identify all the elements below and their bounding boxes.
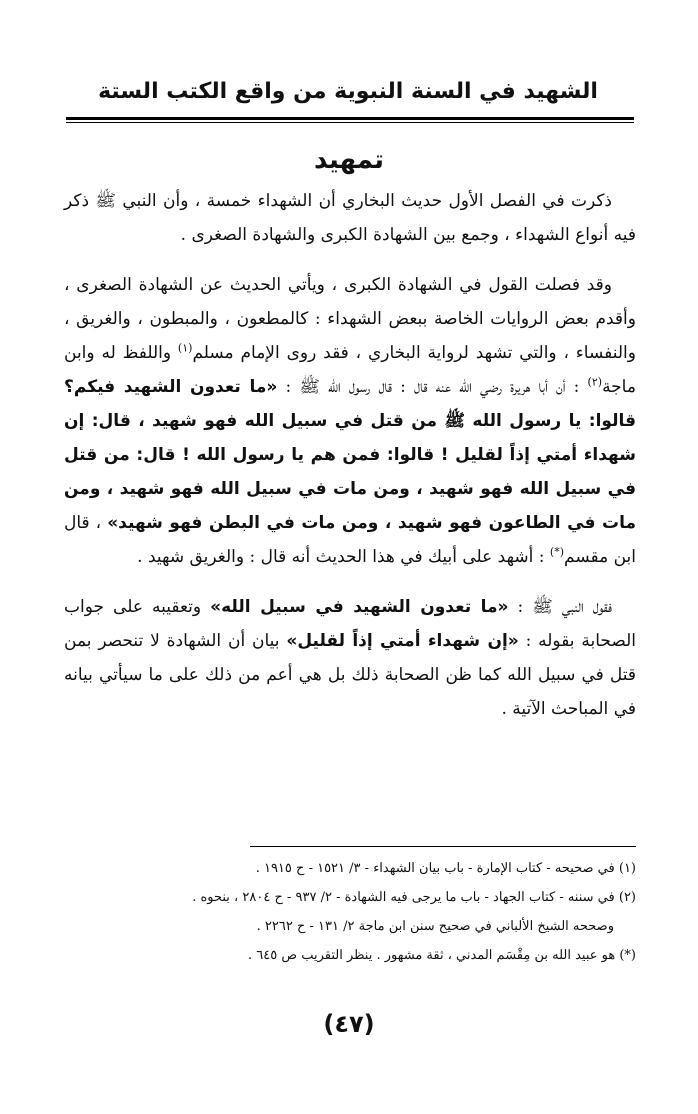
paragraph-2-text-c: : أن أبا هريرة رضي الله عنه قال : قال رسول الله ﷺ : — [277, 377, 588, 397]
quote-1: «ما تعدون الشهيد في سبيل الله» — [210, 597, 509, 617]
footnote-1: (١) في صحيحه - كتاب الإمارة - باب بيان الشهداء - ٣/ ١٥٢١ - ح ١٩١٥ . — [255, 861, 636, 876]
paragraph-3-text-b: وتعقيبه على جواب الصحابة بقوله : — [64, 597, 637, 651]
body-text — [64, 184, 636, 742]
paragraph-3-text-a: فقول النبي ﷺ : — [508, 597, 613, 617]
paragraph-3 — [64, 590, 636, 726]
footnote-2-continuation: وصححه الشيخ الألباني في صحيح سنن ابن ماجة ٢/ ١٣١ - ح ٢٢٦٢ . — [256, 919, 614, 934]
running-header-title: الشهيد في السنة النبوية من واقع الكتب الستة — [98, 79, 598, 104]
section-title: تمهيد — [314, 145, 384, 175]
paragraph-2-text-b: واللفظ له وابن ماجة — [64, 343, 636, 397]
header-double-rule — [66, 117, 634, 123]
footnotes — [64, 854, 636, 970]
paragraph-2-text-a: وقد فصلت القول في الشهادة الكبرى ، ويأتي الحديث عن الشهادة الصغرى ، وأقدم بعض الروايات الخاصة ببعض الشهداء : كالمطعون ، والمبطون ، والغريق ، والنفساء ، والتي تشهد لرواية البخاري ، فقد روى الإمام مسلم — [64, 275, 636, 363]
footnote-divider — [250, 846, 636, 847]
hadith-quote: «ما تعدون الشهيد فيكم؟ قالوا: يا رسول الله ﷺ من قتل في سبيل الله فهو شهيد ، قال: إن شهداء أمتي إذاً لقليل ! قالوا: فمن هم يا رسول الله ! قال: من قتل في سبيل الله فهو شهيد ، ومن مات في سبيل الله فهو شهيد ، ومن مات في الطاعون فهو شهيد ، ومن مات في البطن فهو شهيد» — [64, 377, 636, 533]
paragraph-1: ذكرت في الفصل الأول حديث البخاري أن الشهداء خمسة ، وأن النبي ﷺ ذكر فيه أنواع الشهداء ، وجمع بين الشهادة الكبرى والشهادة الصغرى . — [64, 191, 636, 245]
paragraph-2-text-e: : أشهد على أبيك في هذا الحديث أنه قال : والغريق شهيد . — [137, 547, 550, 567]
paragraph-3-text-c: بيان أن الشهادة لا تنحصر بمن قتل في سبيل الله كما ظن الصحابة ذلك بل هي أعم من ذلك على ما سيأتي بيانه في المباحث الآتية . — [64, 631, 636, 719]
footnote-ref-2: (٢) — [587, 375, 603, 389]
footnote-ref-star: (*) — [549, 545, 565, 559]
footnote-2: (٢) في سننه - كتاب الجهاد - باب ما يرجى فيه الشهادة - ٢/ ٩٣٧ - ح ٢٨٠٤ ، بنحوه . — [192, 890, 636, 905]
paragraph-2-text-d: ، قال ابن مقسم — [64, 513, 636, 567]
page-number: (٤٧) — [323, 1010, 375, 1038]
quote-2: «إن شهداء أمتي إذاً لقليل» — [286, 631, 519, 651]
footnote-ref-1: (١) — [177, 341, 193, 355]
paragraph-2 — [64, 268, 636, 574]
footnote-star: (*) هو عبيد الله بن مِقْسَم المدني ، ثقة مشهور . ينظر التقريب ص ٦٤٥ . — [248, 948, 636, 963]
